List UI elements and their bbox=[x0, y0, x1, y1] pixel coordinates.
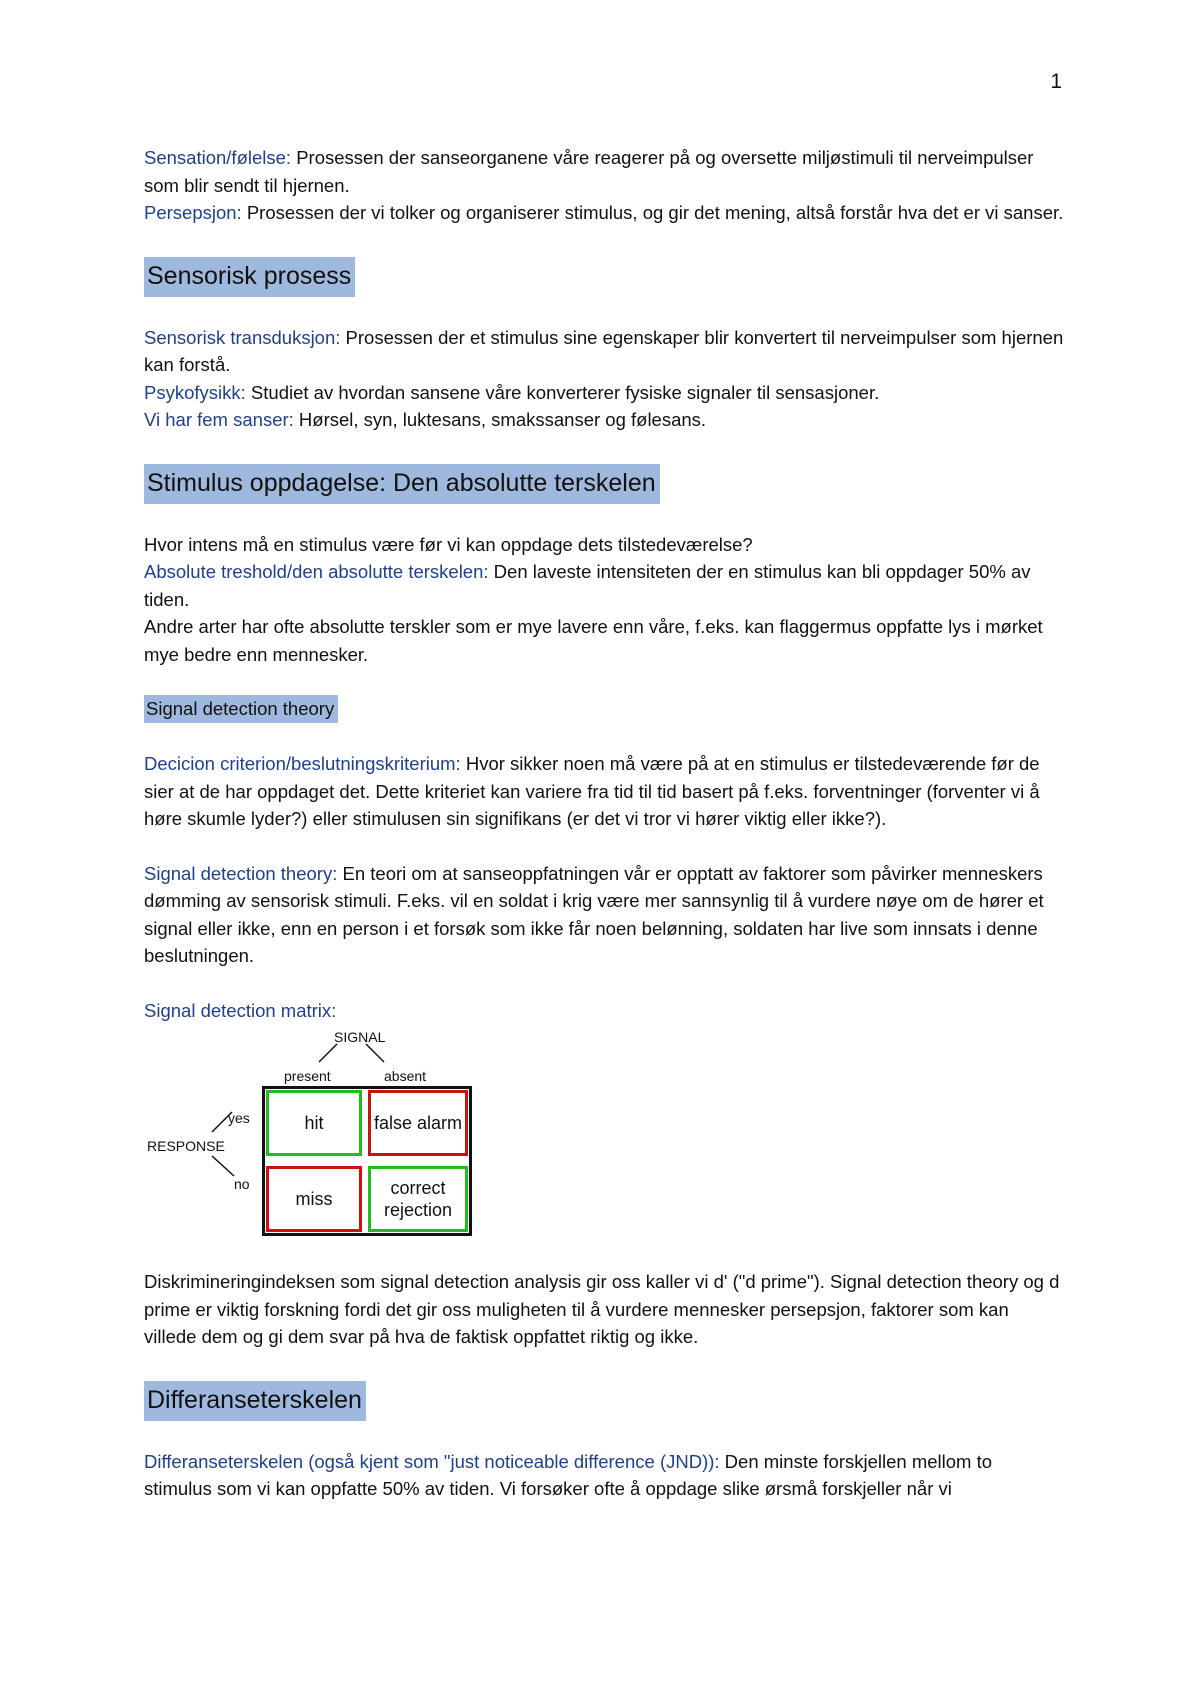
cell-hit: hit bbox=[266, 1090, 362, 1156]
heading-signal-detection-theory: Signal detection theory bbox=[144, 695, 338, 723]
matrix-caption bbox=[144, 997, 1064, 1025]
signal-detection-matrix bbox=[144, 1026, 474, 1241]
present-label: present bbox=[284, 1068, 331, 1084]
no-label: no bbox=[234, 1176, 250, 1192]
note-text: Andre arter har ofte absolutte terskler som er mye lavere enn våre, f.eks. kan flaggermus oppfatte lys i mørket mye bedre enn mennesker. bbox=[144, 616, 1043, 665]
cell-correct-rejection: correct rejection bbox=[368, 1166, 468, 1232]
definition-text: Den laveste intensiteten der en stimulus kan bli oppdager 50% av tiden. bbox=[144, 561, 1031, 610]
question-text: Hvor intens må en stimulus være før vi kan oppdage dets tilstedeværelse? bbox=[144, 533, 753, 555]
definition-text: En teori om at sanseoppfatningen vår er opptatt av faktorer som påvirker menneskers dømming av sensorisk stimuli. F.eks. vil en soldat i krig være mer sannsynlig til å vurdere nøye om de hører et signal eller ikke, enn en person i et forsøk som ikke får noen belønning, soldaten har live som innsats i denne beslutningen. bbox=[144, 862, 1044, 966]
definition-persepsjon bbox=[144, 199, 1064, 227]
term-sensation: Sensation/følelse: bbox=[144, 147, 292, 168]
term-psykofysikk: Psykofysikk: bbox=[144, 381, 246, 403]
response-label: RESPONSE bbox=[147, 1138, 225, 1154]
heading-absolutte-terskelen: Stimulus oppdagelse: Den absolutte terskelen bbox=[144, 464, 660, 504]
definition-transduksjon bbox=[144, 324, 1064, 379]
definition-absolute-threshold bbox=[144, 558, 1064, 613]
heading-differanseterskelen: Differanseterskelen bbox=[144, 1381, 366, 1421]
definition-text: Den minste forskjellen mellom to stimulus som vi kan oppfatte 50% av tiden. Vi forsøker ofte å oppdage slike ørsmå forskjeller når vi bbox=[144, 1450, 993, 1499]
definition-psykofysikk bbox=[144, 379, 1064, 407]
cell-false-alarm: false alarm bbox=[368, 1090, 468, 1156]
term-decision-criterion: Decicion criterion/beslutningskriterium: bbox=[144, 753, 461, 774]
heading-sensorisk-prosess: Sensorisk prosess bbox=[144, 257, 355, 297]
definition-text: Hørsel, syn, luktesans, smakssanser og følesans. bbox=[293, 409, 707, 430]
absent-label: absent bbox=[384, 1068, 427, 1084]
definition-sensation bbox=[144, 144, 1064, 199]
definition-text: Prosessen der vi tolker og organiserer stimulus, og gir det mening, altså forstår hva det er vi sanser. bbox=[241, 202, 1064, 223]
definition-text: Hvor sikker noen må være på at en stimulus er tilstedeværende før de sier at de har oppdaget det. Dette kriteriet kan variere fra tid til tid basert på f.eks. forventninger (forventer vi å høre skumle lyder?) eller stimulusen sin signifikans (er det vi tror vi hører viktig eller ikke?). bbox=[144, 753, 1040, 829]
term-absolute-threshold: Absolute treshold/den absolutte terskelen: bbox=[144, 561, 489, 582]
dprime-paragraph: Diskrimineringindeksen som signal detection analysis gir oss kaller vi d' ("d prime"). Signal detection theory og d prime er viktig forskning fordi det gir oss muligheten til å vurdere mennesker persepsjon, faktorer som kan villede dem og gi dem svar på hva de faktisk oppfattet riktig og ikke. bbox=[144, 1271, 1060, 1347]
term-differanseterskelen: Differanseterskelen (også kjent som "just noticeable difference (JND)): bbox=[144, 1450, 720, 1472]
page-number: 1 bbox=[1050, 70, 1062, 93]
term-transduksjon: Sensorisk transduksjon: bbox=[144, 326, 341, 348]
definition-differanseterskelen bbox=[144, 1448, 1064, 1503]
definition-signal-detection-theory bbox=[144, 860, 1064, 970]
term-signal-detection-theory: Signal detection theory: bbox=[144, 862, 338, 884]
yes-label: yes bbox=[228, 1110, 250, 1126]
document-body bbox=[144, 144, 1064, 1503]
term-persepsjon: Persepsjon: bbox=[144, 202, 242, 223]
cell-miss: miss bbox=[266, 1166, 362, 1232]
definition-text: Studiet av hvordan sansene våre konverterer fysiske signaler til sensasjoner. bbox=[245, 381, 880, 403]
definition-decision-criterion bbox=[144, 750, 1064, 833]
definition-sanser bbox=[144, 406, 1064, 434]
term-signal-detection-matrix: Signal detection matrix: bbox=[144, 999, 337, 1021]
definition-text: Prosessen der sanseorganene våre reagerer på og oversette miljøstimuli til nerveimpulser som blir sendt til hjernen. bbox=[144, 147, 1034, 196]
term-sanser: Vi har fem sanser: bbox=[144, 409, 294, 430]
definition-text: Prosessen der et stimulus sine egenskaper blir konvertert til nerveimpulser som hjernen kan forstå. bbox=[144, 326, 1064, 375]
signal-label: SIGNAL bbox=[334, 1029, 386, 1045]
